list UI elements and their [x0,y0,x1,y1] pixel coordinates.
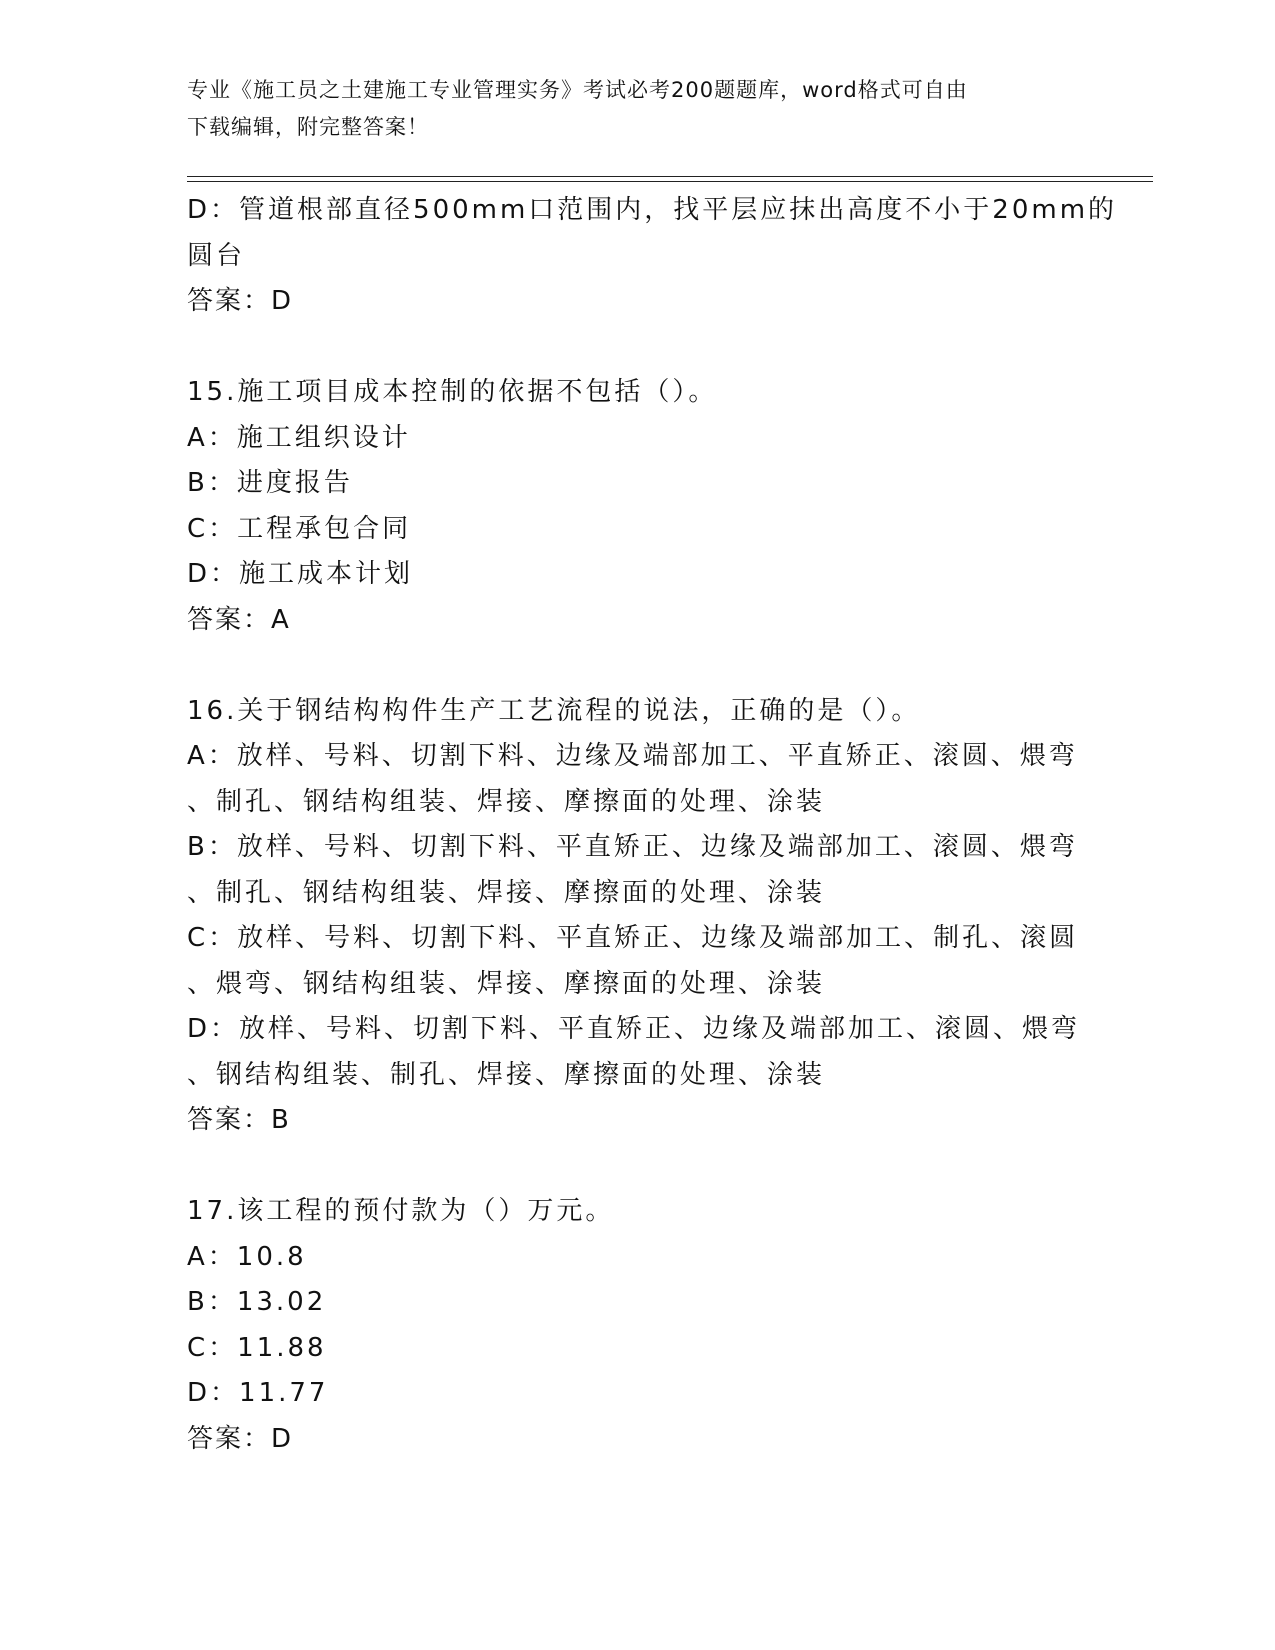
option-b: B：放样、号料、切割下料、平直矫正、边缘及端部加工、滚圆、煨弯 [187,832,1078,862]
question-stem: 15.施工项目成本控制的依据不包括（）。 [187,377,718,407]
header-title-line-2: 下载编辑，附完整答案！ [187,115,429,139]
answer-line: 答案：D [187,286,294,316]
option-d: D：11.77 [187,1378,329,1408]
option-d: D：管道根部直径500mm口范围内，找平层应抹出高度不小于20mm的 [187,195,1118,225]
option-b: B：进度报告 [187,468,353,498]
option-d-continued: 、钢结构组装、制孔、焊接、摩擦面的处理、涂装 [187,1059,826,1090]
question-stem: 17.该工程的预付款为（）万元。 [187,1196,615,1226]
option-d-continued: 圆台 [187,240,246,271]
question-list [187,188,1118,1462]
option-c: C：工程承包合同 [187,513,412,544]
option-a: A：放样、号料、切割下料、边缘及端部加工、平直矫正、滚圆、煨弯 [187,741,1078,771]
question-stem: 16.关于钢结构构件生产工艺流程的说法，正确的是（）。 [187,695,921,726]
answer-line: 答案：B [187,1105,291,1135]
option-a: A：施工组织设计 [187,422,411,453]
header-divider-top [187,176,1153,177]
option-a-continued: 、制孔、钢结构组装、焊接、摩擦面的处理、涂装 [187,786,826,817]
document-header [187,72,1087,146]
header-title-line-1: 专业《施工员之土建施工专业管理实务》考试必考200题题库，word格式可自由 [187,78,968,102]
header-divider-bottom [187,181,1153,182]
previous-question-tail [187,188,1118,325]
question-17 [187,1189,1087,1462]
option-b-continued: 、制孔、钢结构组装、焊接、摩擦面的处理、涂装 [187,877,826,908]
answer-line: 答案：A [187,604,291,635]
option-d: D：施工成本计划 [187,559,414,589]
question-15 [187,370,1087,643]
option-b: B：13.02 [187,1287,327,1317]
option-d: D：放样、号料、切割下料、平直矫正、边缘及端部加工、滚圆、煨弯 [187,1014,1081,1044]
option-c: C：11.88 [187,1332,327,1363]
spacer [187,1144,1087,1190]
answer-line: 答案：D [187,1423,294,1454]
option-a: A：10.8 [187,1241,307,1272]
option-c-continued: 、煨弯、钢结构组装、焊接、摩擦面的处理、涂装 [187,968,826,999]
option-c: C：放样、号料、切割下料、平直矫正、边缘及端部加工、制孔、滚圆 [187,923,1079,953]
spacer [187,643,1087,689]
question-16 [187,689,1087,1144]
spacer [187,325,1087,371]
